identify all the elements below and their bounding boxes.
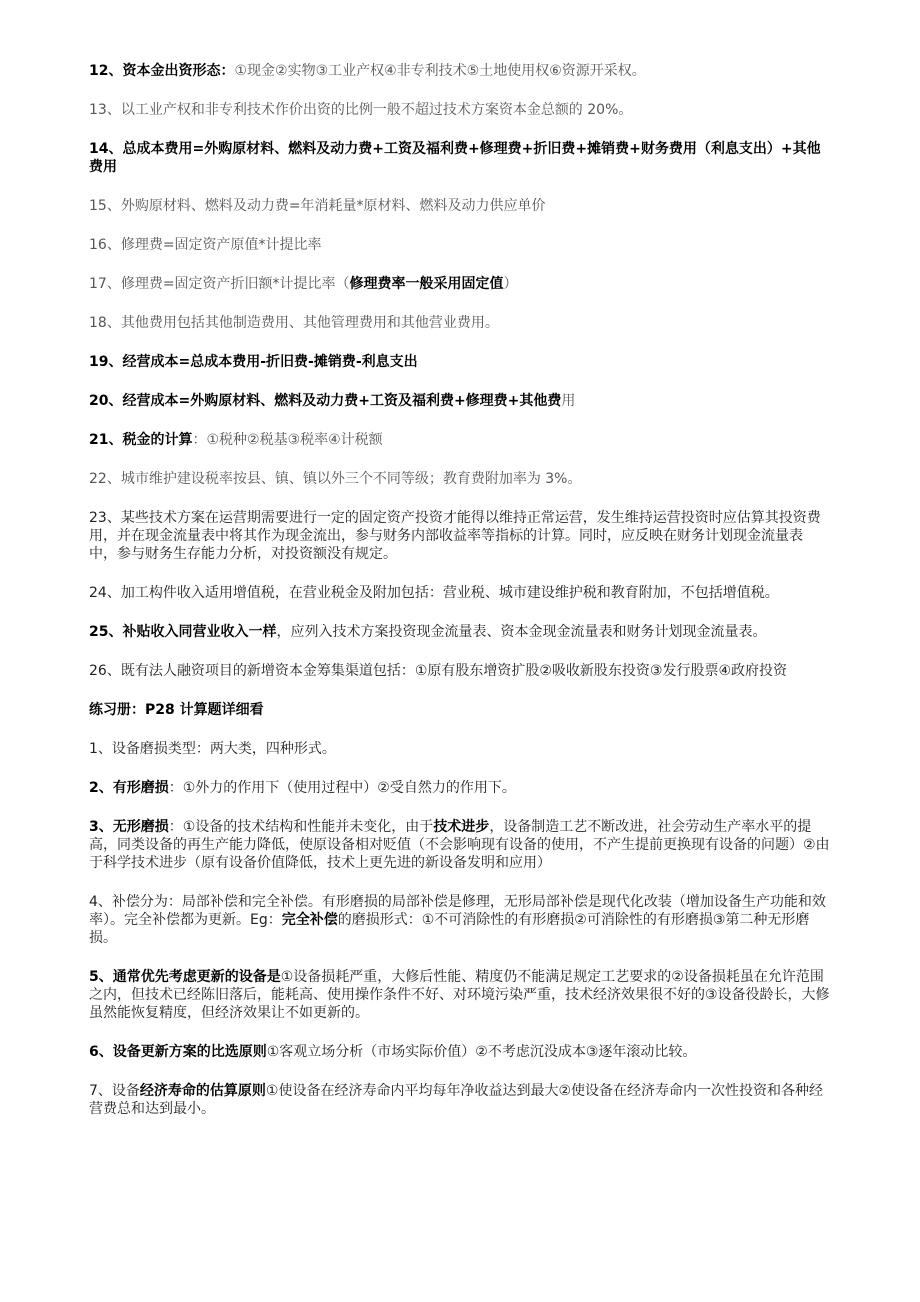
bold-text-run: 5、通常优先考虑更新的设备是 — [89, 969, 281, 985]
text-run: 24、加工构件收入适用增值税，在营业税金及附加包括：营业税、城市建设维护税和教育附加，不包括增值税。 — [89, 585, 779, 601]
paragraph — [89, 140, 830, 176]
text-run: ①现金②实物③工业产权④非专利技术⑤土地使用权⑥资源开采权。 — [234, 63, 646, 79]
paragraph — [89, 623, 830, 641]
paragraph — [89, 197, 830, 215]
text-run: ：①外力的作用下（使用过程中）②受自然力的作用下。 — [168, 780, 516, 796]
bold-text-run: 技术进步 — [433, 819, 490, 835]
text-run: 26、既有法人融资项目的新增资本金筹集渠道包括：①原有股东增资扩股②吸收新股东投资③发行股票④政府投资 — [89, 663, 788, 679]
paragraph — [89, 701, 830, 719]
bold-text-run: 修理费率一般采用固定值 — [349, 276, 504, 292]
bold-text-run: 完全补偿 — [281, 912, 338, 928]
paragraph — [89, 968, 830, 1022]
paragraph — [89, 353, 830, 371]
paragraph — [89, 893, 830, 947]
paragraph — [89, 392, 830, 410]
text-run: ，应列入技术方案投资现金流量表、资本金现金流量表和财务计划现金流量表。 — [276, 624, 767, 640]
document-body — [89, 62, 830, 1118]
text-run: 17、修理费=固定资产折旧额*计提比率（ — [89, 276, 350, 292]
text-run: 1、设备磨损类型：两大类，四种形式。 — [89, 741, 336, 757]
bold-text-run: 21、税金的计算 — [89, 432, 193, 448]
paragraph — [89, 470, 830, 488]
paragraph — [89, 236, 830, 254]
text-run: 15、外购原材料、燃料及动力费=年消耗量*原材料、燃料及动力供应单价 — [89, 198, 546, 214]
text-run: 18、其他费用包括其他制造费用、其他管理费用和其他营业费用。 — [89, 315, 499, 331]
paragraph — [89, 818, 830, 872]
text-run: 16、修理费=固定资产原值*计提比率 — [89, 237, 322, 253]
bold-text-run: 经济寿命的估算原则 — [139, 1083, 266, 1099]
paragraph — [89, 314, 830, 332]
paragraph — [89, 1082, 830, 1118]
bold-text-run: 14、总成本费用=外购原材料、燃料及动力费+工资及福利费+修理费+折旧费+摊销费+财务费用（利息支出）+其他费用 — [89, 141, 821, 175]
bold-text-run: 2、有形磨损 — [89, 780, 169, 796]
bold-text-run: 25、补贴收入同营业收入一样 — [89, 624, 277, 640]
bold-text-run: 6、设备更新方案的比选原则 — [89, 1044, 267, 1060]
text-run: ，设备制造工艺不断改进，社会劳动生产率水平的提高，同类设备的再生产能力降低，使原设备相对贬值（不会影响现有设备的使用，不产生提前更换现有设备的问题）②由于科学技术进步（原有设备价值降低，技术上更先进的新设备发明和应用） — [89, 819, 830, 871]
text-run: 23、某些技术方案在运营期需要进行一定的固定资产投资才能得以维持正常运营，发生维持运营投资时应估算其投资费用，并在现金流量表中将其作为现金流出，参与财务内部收益率等指标的计算。同时，应反映在财务计划现金流量表中，参与财务生存能力分析，对投资额没有规定。 — [89, 510, 821, 562]
paragraph — [89, 662, 830, 680]
bold-text-run: 练习册：P28 计算题详细看 — [89, 702, 264, 718]
text-run: ：①税种②税基③税率④计税额 — [192, 432, 383, 448]
paragraph — [89, 740, 830, 758]
text-run: ） — [503, 276, 518, 292]
bold-text-run: 20、经营成本=外购原材料、燃料及动力费+工资及福利费+修理费+其他费 — [89, 393, 562, 409]
text-run: ①使设备在经济寿命内平均每年净收益达到最大②使设备在经济寿命内一次性投资和各种经营费总和达到最小。 — [89, 1083, 824, 1117]
paragraph — [89, 584, 830, 602]
text-run: ①设备损耗严重，大修后性能、精度仍不能满足规定工艺要求的②设备损耗虽在允许范围之内，但技术已经陈旧落后，能耗高、使用操作条件不好、对环境污染严重，技术经济效果很不好的③设备役龄长，大修虽然能恢复精度，但经济效果让不如更新的。 — [89, 969, 830, 1021]
paragraph — [89, 779, 830, 797]
paragraph — [89, 275, 830, 293]
text-run: 22、城市维护建设税率按县、镇、镇以外三个不同等级；教育费附加率为 3%。 — [89, 471, 582, 487]
text-run: ：①设备的技术结构和性能并未变化，由于 — [168, 819, 434, 835]
paragraph — [89, 1043, 830, 1061]
text-run: ①客观立场分析（市场实际价值）②不考虑沉没成本③逐年滚动比较。 — [266, 1044, 697, 1060]
paragraph — [89, 431, 830, 449]
text-run: 13、以工业产权和非专利技术作价出资的比例一般不超过技术方案资本金总额的 20%。 — [89, 102, 633, 118]
bold-text-run: 12、资本金出资形态： — [89, 63, 235, 79]
paragraph — [89, 509, 830, 563]
text-run: 4、补偿分为：局部补偿和完全补偿。有形磨损的局部补偿是修理，无形局部补偿是现代化改装（增加设备生产功能和效率）。完全补偿都为更新。Eg： — [89, 894, 826, 928]
bold-text-run: 19、经营成本=总成本费用-折旧费-摊销费-利息支出 — [89, 354, 418, 370]
text-run: 的磨损形式：①不可消除性的有形磨损②可消除性的有形磨损③第二种无形磨损。 — [89, 912, 810, 946]
bold-text-run: 3、无形磨损 — [89, 819, 169, 835]
paragraph — [89, 62, 830, 80]
text-run: 用 — [561, 393, 576, 409]
paragraph — [89, 101, 830, 119]
text-run: 7、设备 — [89, 1083, 140, 1099]
